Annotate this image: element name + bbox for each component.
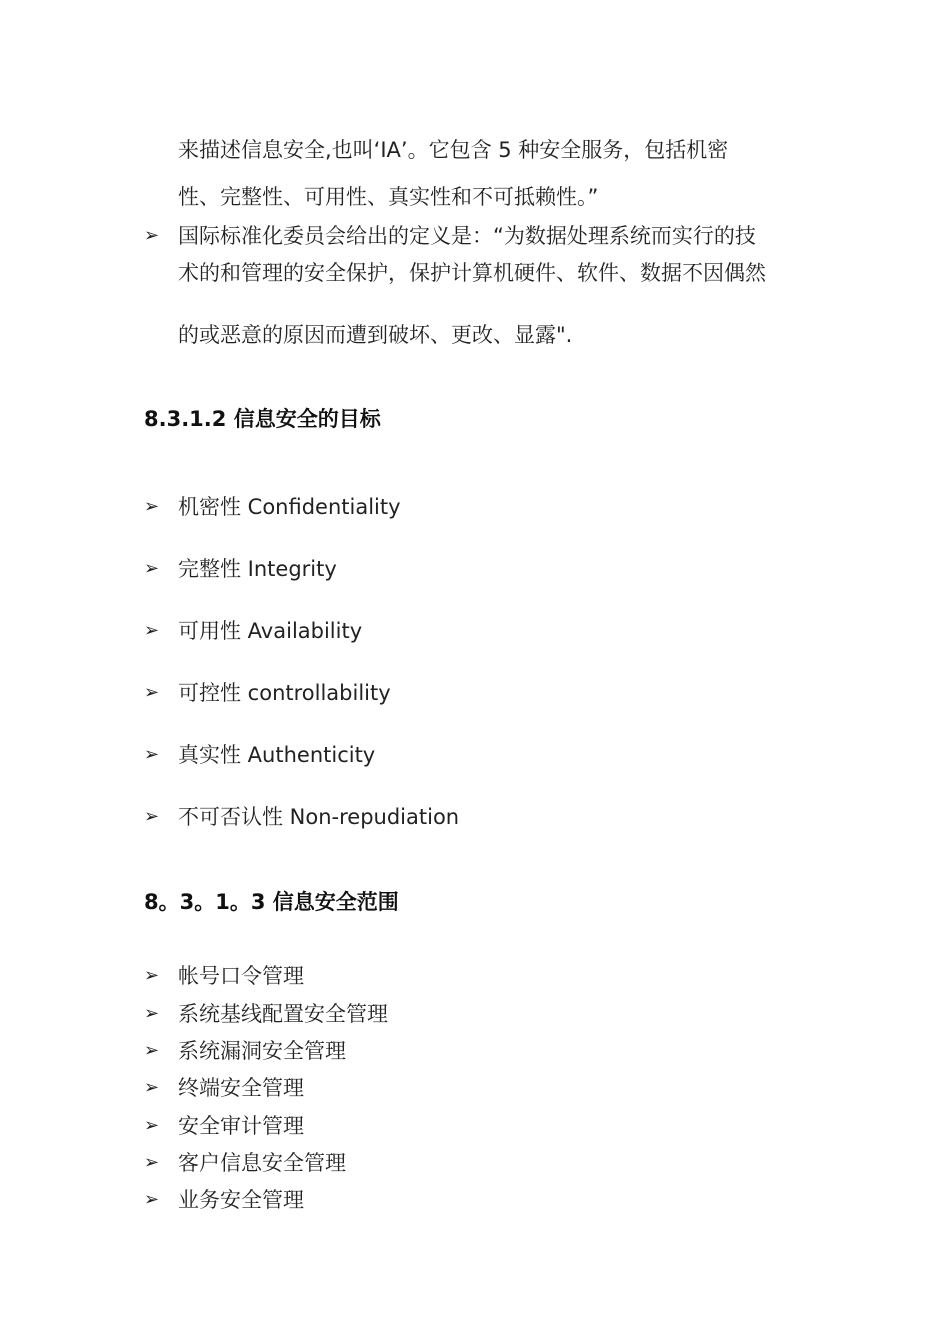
intro-line-2: 性、完整性、可用性、真实性和不可抵赖性。”: [178, 185, 599, 209]
bullet-arrow-icon: ➢: [144, 1077, 160, 1098]
section-heading-goals: 8.3.1.2 信息安全的目标: [144, 407, 381, 431]
bullet-arrow-icon: ➢: [144, 496, 160, 517]
list-item-label: 终端安全管理: [178, 1076, 304, 1100]
list-item-label: 系统基线配置安全管理: [178, 1002, 388, 1026]
bullet-arrow-icon: ➢: [144, 620, 160, 641]
intro-line-1: 来描述信息安全,也叫‘IA’。它包含 5 种安全服务，包括机密: [178, 138, 729, 162]
list-item-label: 真实性 Authenticity: [178, 743, 376, 767]
list-item-label: 可控性 controllability: [178, 681, 391, 705]
iso-definition-line-3: 的或恶意的原因而遭到破坏、更改、显露".: [178, 323, 573, 347]
bullet-arrow-icon: ➢: [144, 1152, 160, 1173]
bullet-arrow-icon: ➢: [144, 682, 160, 703]
list-item-label: 系统漏洞安全管理: [178, 1039, 346, 1063]
iso-definition-line-2: 术的和管理的安全保护，保护计算机硬件、软件、数据不因偶然: [178, 261, 766, 285]
list-item-label: 业务安全管理: [178, 1188, 304, 1212]
bullet-arrow-icon: ➢: [144, 1115, 160, 1136]
section-heading-scope: 8。3。1。3 信息安全范围: [144, 890, 399, 914]
list-item-label: 帐号口令管理: [178, 964, 304, 988]
list-item-label: 客户信息安全管理: [178, 1151, 346, 1175]
bullet-arrow-icon: ➢: [144, 558, 160, 579]
bullet-arrow-icon: ➢: [144, 806, 160, 827]
list-item-label: 机密性 Confidentiality: [178, 495, 401, 519]
list-item-label: 完整性 Integrity: [178, 557, 337, 581]
iso-definition-line-1: 国际标准化委员会给出的定义是：“为数据处理系统而实行的技: [178, 224, 756, 248]
bullet-arrow-icon: ➢: [144, 1003, 160, 1024]
bullet-arrow-icon: ➢: [144, 744, 160, 765]
bullet-arrow-icon: ➢: [144, 1189, 160, 1210]
list-item-label: 不可否认性 Non-repudiation: [178, 805, 460, 829]
bullet-arrow-icon: ➢: [144, 1040, 160, 1061]
bullet-arrow-icon: ➢: [144, 965, 160, 986]
list-item-label: 可用性 Availability: [178, 619, 363, 643]
bullet-arrow-icon: ➢: [144, 225, 160, 246]
list-item-label: 安全审计管理: [178, 1114, 304, 1138]
